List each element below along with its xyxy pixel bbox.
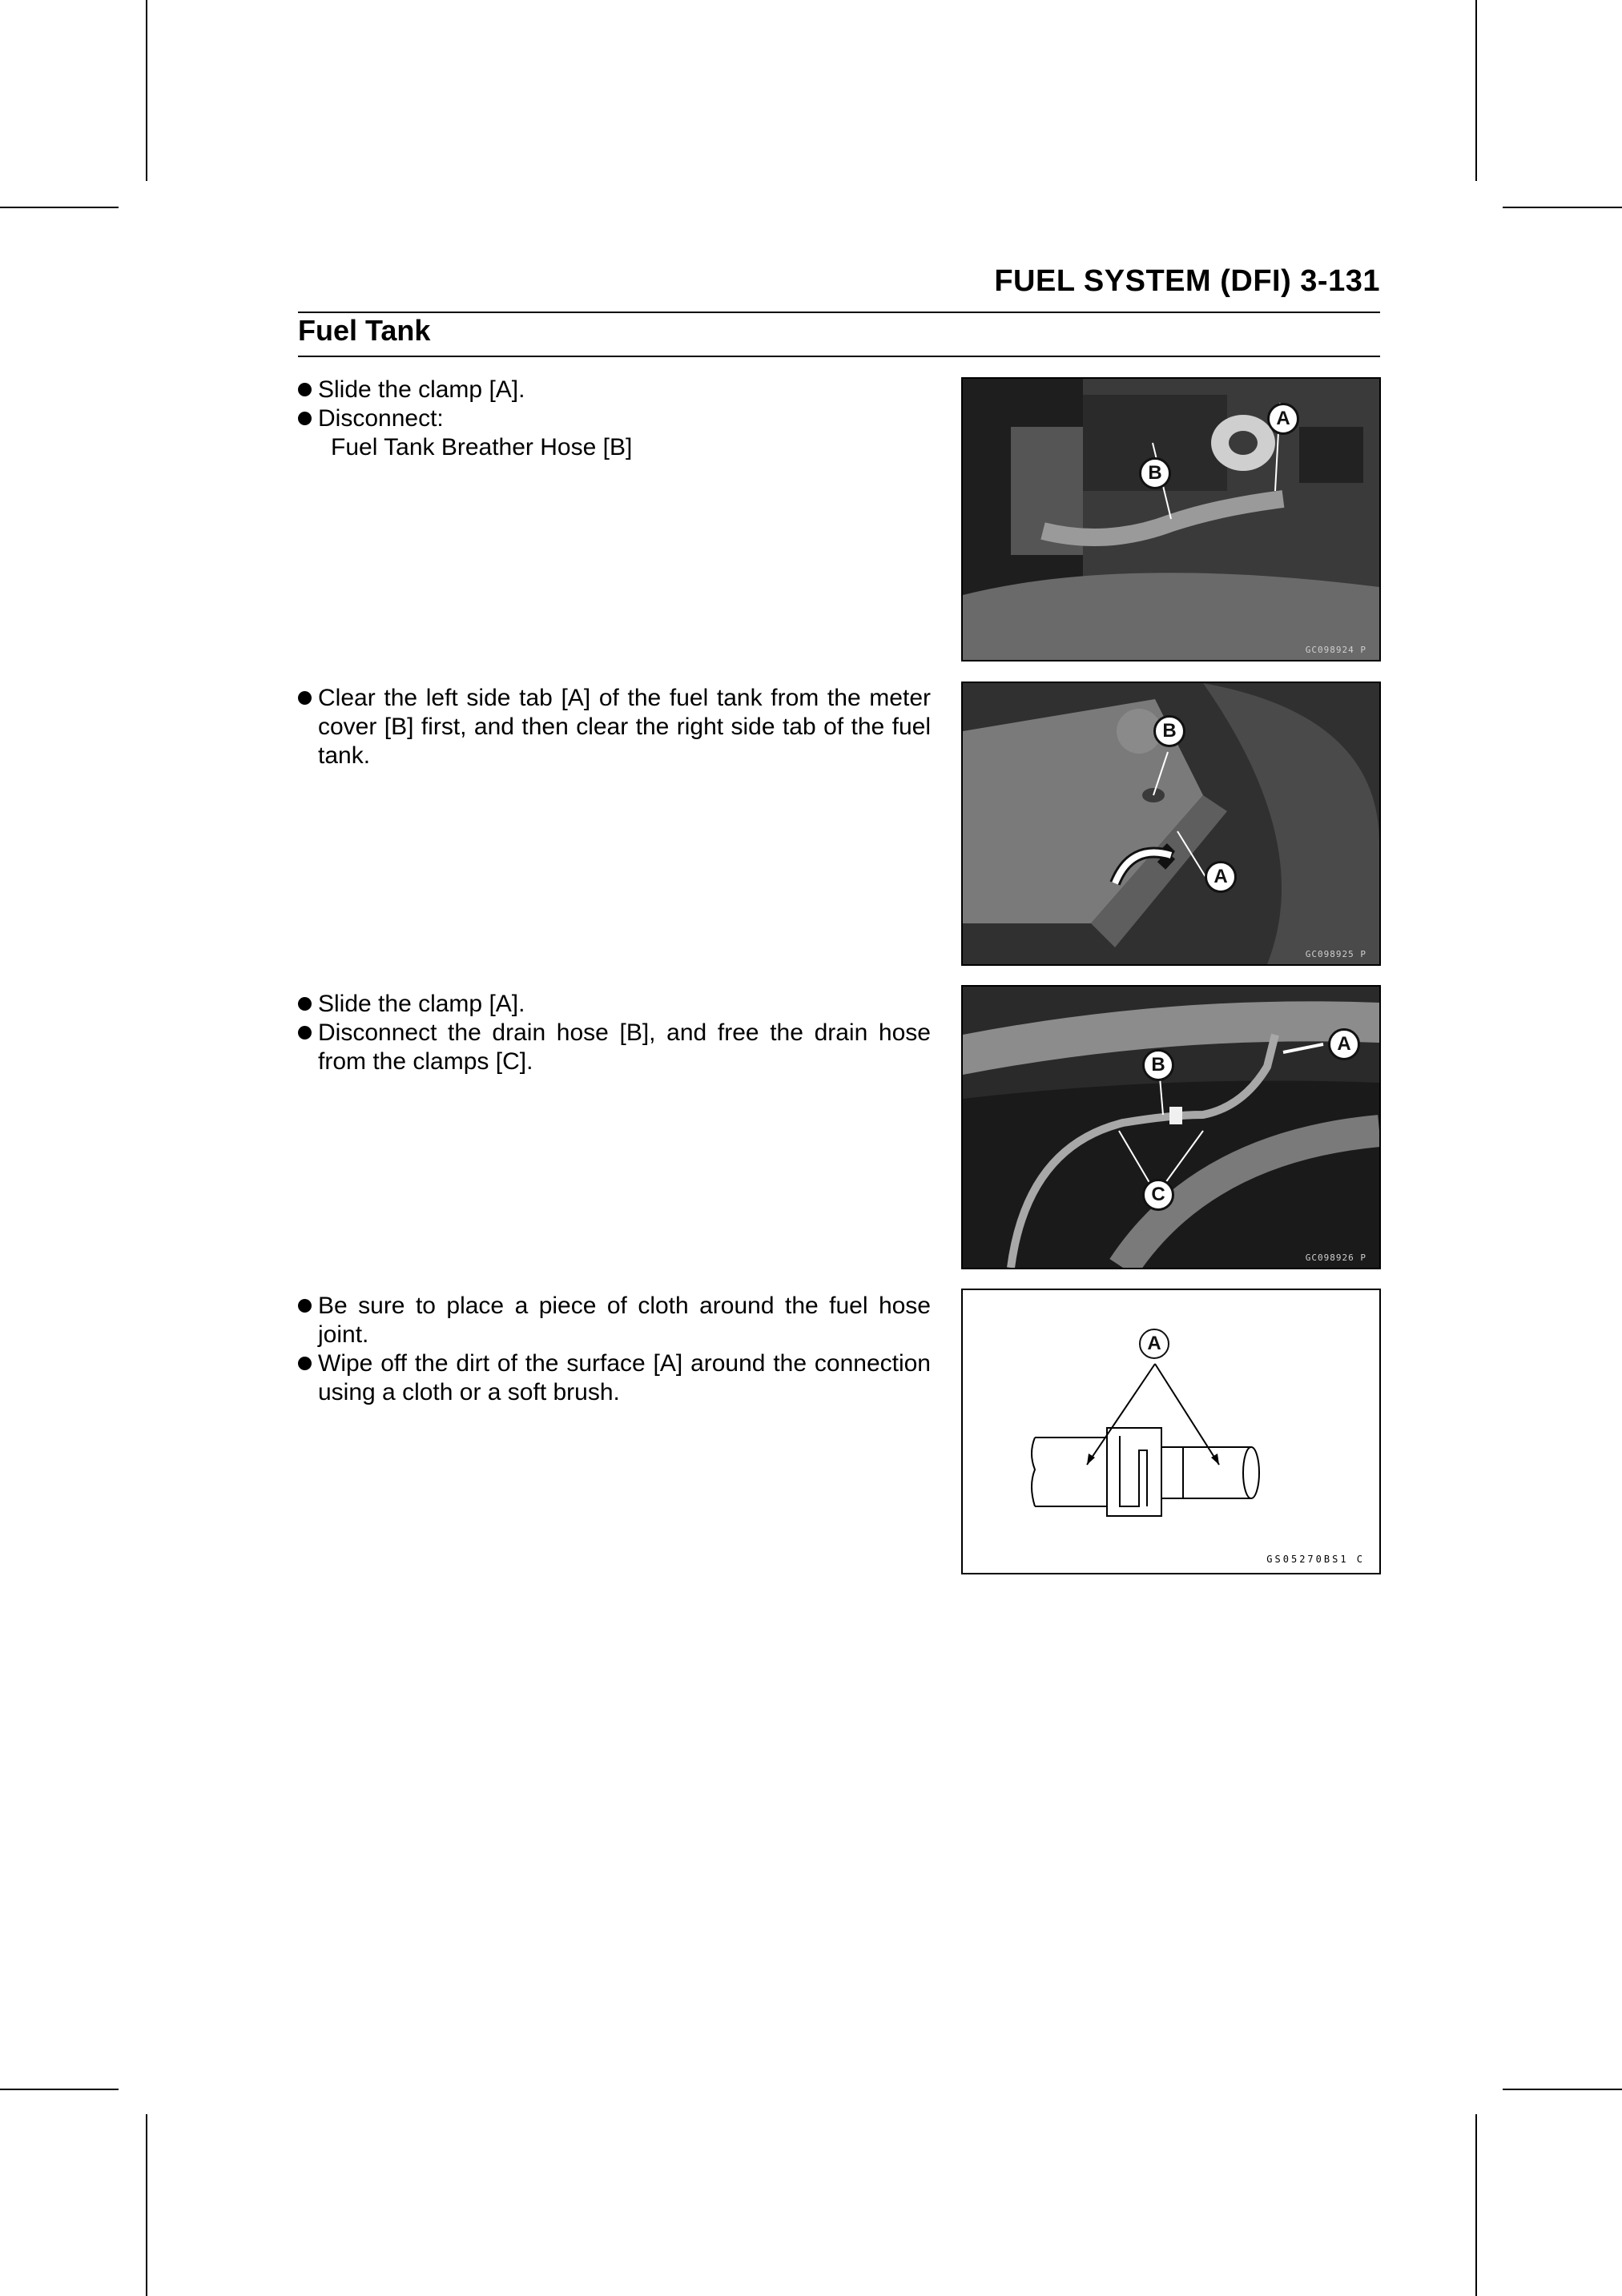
figure-code: GC098925 P — [1305, 949, 1366, 959]
callout-label: A — [1205, 861, 1237, 893]
figure-code: GS05270BS1 C — [1266, 1554, 1365, 1565]
step-bullet — [298, 376, 931, 404]
header-rule — [298, 312, 1380, 313]
section-title: Fuel Tank — [298, 314, 431, 347]
callout-label: B — [1142, 1049, 1174, 1081]
crop-mark — [1503, 2089, 1622, 2090]
crop-mark — [1475, 2114, 1477, 2296]
diagram-hose-joint — [961, 1289, 1381, 1574]
step-bullet — [298, 1019, 931, 1076]
step-3-text — [298, 990, 931, 1076]
callout-label: A — [1328, 1028, 1360, 1060]
step-line: Slide the clamp [A]. — [318, 376, 525, 403]
step-bullet — [298, 1349, 931, 1407]
callout-label: B — [1139, 457, 1171, 489]
bullet-dot — [298, 691, 312, 705]
section-rule — [298, 356, 1380, 357]
callout-label: A — [1139, 1329, 1169, 1359]
step-bullet — [298, 684, 931, 770]
step-sub-item: Fuel Tank Breather Hose [B] — [331, 434, 633, 460]
step-line: Slide the clamp [A]. — [318, 991, 525, 1017]
step-line: Disconnect: — [318, 405, 444, 432]
step-line: Disconnect the drain hose [B], and free the drain hose from the clamps [C]. — [318, 1019, 931, 1075]
page-header-title: FUEL SYSTEM (DFI) 3-131 — [994, 264, 1380, 298]
step-bullet — [298, 1292, 931, 1349]
bullet-dot — [298, 1357, 312, 1370]
callout-label: B — [1153, 715, 1185, 747]
step-line: Wipe off the dirt of the surface [A] around the connection using a cloth or a soft brush. — [318, 1350, 931, 1405]
photo-meter-cover-tab — [961, 682, 1381, 966]
step-bullet — [298, 404, 931, 433]
crop-mark — [0, 207, 119, 208]
bullet-dot — [298, 412, 312, 425]
figure-code: GC098926 P — [1305, 1253, 1366, 1263]
step-2-text — [298, 684, 931, 770]
photo-drain-hose — [961, 985, 1381, 1269]
callout-label: C — [1142, 1179, 1174, 1211]
crop-mark — [1475, 0, 1477, 181]
crop-mark — [1503, 207, 1622, 208]
crop-mark — [0, 2089, 119, 2090]
crop-mark — [146, 2114, 147, 2296]
step-line: Clear the left side tab [A] of the fuel tank from the meter cover [B] first, and then clear the right side tab of the fuel tank. — [318, 685, 931, 769]
crop-mark — [146, 0, 147, 181]
bullet-dot — [298, 383, 312, 396]
photo-breather-hose — [961, 377, 1381, 661]
step-bullet — [298, 990, 931, 1019]
bullet-dot — [298, 1026, 312, 1039]
bullet-dot — [298, 997, 312, 1011]
step-1-text — [298, 376, 931, 462]
bullet-dot — [298, 1299, 312, 1313]
callout-label: A — [1267, 403, 1299, 435]
step-4-text — [298, 1292, 931, 1407]
figure-code: GC098924 P — [1305, 645, 1366, 655]
step-line: Be sure to place a piece of cloth around the fuel hose joint. — [318, 1293, 931, 1348]
